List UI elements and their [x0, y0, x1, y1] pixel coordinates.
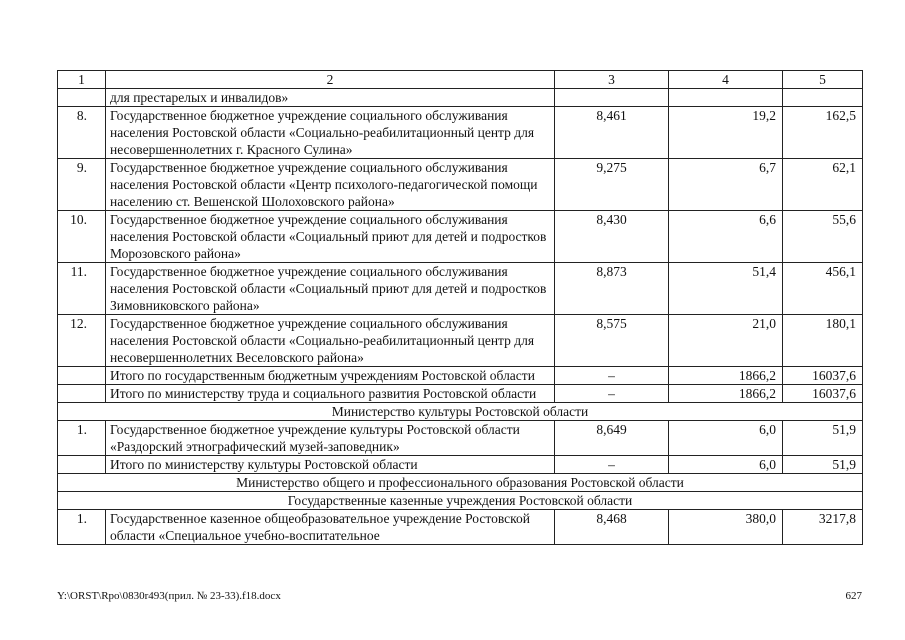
- value-col-4: [669, 89, 783, 107]
- value-col-5: 51,9: [783, 456, 863, 474]
- table-row: [58, 89, 863, 107]
- value-col-4: 6,0: [669, 456, 783, 474]
- header-cell-1: 1: [58, 71, 106, 89]
- value-col-4: 6,0: [669, 421, 783, 456]
- section-row: [58, 492, 863, 510]
- value-col-4: 19,2: [669, 107, 783, 159]
- value-col-3: 9,275: [555, 159, 669, 211]
- institution-name: Государственное бюджетное учреждение социального обслуживания населения Ростовской области «Социально-реабилитационный центр для несовершеннолетних г. Красного Сулина»: [106, 107, 555, 159]
- institution-name: Итого по министерству культуры Ростовской области: [106, 456, 555, 474]
- value-col-3: –: [555, 456, 669, 474]
- institution-name: Итого по министерству труда и социального развития Ростовской области: [106, 385, 555, 403]
- value-col-5: 456,1: [783, 263, 863, 315]
- value-col-5: 162,5: [783, 107, 863, 159]
- institution-name: Государственное бюджетное учреждение социального обслуживания населения Ростовской области «Социальный приют для детей и подростков Морозовского района»: [106, 211, 555, 263]
- value-col-5: 62,1: [783, 159, 863, 211]
- table-row: [58, 159, 863, 211]
- value-col-3: 8,649: [555, 421, 669, 456]
- row-number: 8.: [58, 107, 106, 159]
- value-col-3: 8,461: [555, 107, 669, 159]
- section-title: Министерство культуры Ростовской области: [58, 403, 863, 421]
- row-number: 10.: [58, 211, 106, 263]
- table-row: [58, 107, 863, 159]
- table-row: [58, 385, 863, 403]
- institution-name: Государственное бюджетное учреждение социального обслуживания населения Ростовской области «Социально-реабилитационный центр для несовершеннолетних Веселовского района»: [106, 315, 555, 367]
- section-row: [58, 403, 863, 421]
- value-col-4: 51,4: [669, 263, 783, 315]
- table-row: [58, 263, 863, 315]
- row-number: [58, 89, 106, 107]
- row-number: [58, 367, 106, 385]
- row-number: 12.: [58, 315, 106, 367]
- value-col-5: 55,6: [783, 211, 863, 263]
- value-col-3: 8,873: [555, 263, 669, 315]
- row-number: 1.: [58, 510, 106, 545]
- value-col-5: 3217,8: [783, 510, 863, 545]
- value-col-3: –: [555, 367, 669, 385]
- table-row: [58, 211, 863, 263]
- value-col-3: 8,575: [555, 315, 669, 367]
- row-number: 1.: [58, 421, 106, 456]
- section-title: Государственные казенные учреждения Ростовской области: [58, 492, 863, 510]
- footer-file-path: Y:\ORST\Rpo\0830r493(прил. № 23-33).f18.docx: [57, 590, 281, 602]
- value-col-4: 21,0: [669, 315, 783, 367]
- value-col-5: 16037,6: [783, 367, 863, 385]
- row-number: [58, 385, 106, 403]
- value-col-5: [783, 89, 863, 107]
- header-row: [58, 71, 863, 89]
- header-cell-3: 3: [555, 71, 669, 89]
- section-row: [58, 474, 863, 492]
- table-row: [58, 456, 863, 474]
- institution-name: Государственное бюджетное учреждение культуры Ростовской области «Раздорский этнографический музей-заповедник»: [106, 421, 555, 456]
- value-col-5: 51,9: [783, 421, 863, 456]
- value-col-3: 8,468: [555, 510, 669, 545]
- table-row: [58, 510, 863, 545]
- document-table: [57, 70, 863, 545]
- value-col-5: 180,1: [783, 315, 863, 367]
- header-cell-5: 5: [783, 71, 863, 89]
- header-cell-2: 2: [106, 71, 555, 89]
- institution-name: Государственное бюджетное учреждение социального обслуживания населения Ростовской области «Социальный приют для детей и подростков Зимовниковского района»: [106, 263, 555, 315]
- footer-page-number: 627: [845, 590, 862, 602]
- table-row: [58, 315, 863, 367]
- table-row: [58, 367, 863, 385]
- table-row: [58, 421, 863, 456]
- value-col-3: 8,430: [555, 211, 669, 263]
- section-title: Министерство общего и профессионального образования Ростовской области: [58, 474, 863, 492]
- value-col-4: 6,6: [669, 211, 783, 263]
- row-number: 9.: [58, 159, 106, 211]
- table-body: [58, 71, 863, 545]
- row-number: 11.: [58, 263, 106, 315]
- value-col-3: [555, 89, 669, 107]
- value-col-4: 1866,2: [669, 385, 783, 403]
- institution-name: Государственное казенное общеобразовательное учреждение Ростовской области «Специальное учебно-воспитательное: [106, 510, 555, 545]
- value-col-4: 1866,2: [669, 367, 783, 385]
- institution-name: для престарелых и инвалидов»: [106, 89, 555, 107]
- institution-name: Государственное бюджетное учреждение социального обслуживания населения Ростовской области «Центр психолого-педагогической помощи населению ст. Вешенской Шолоховского района»: [106, 159, 555, 211]
- value-col-3: –: [555, 385, 669, 403]
- row-number: [58, 456, 106, 474]
- value-col-5: 16037,6: [783, 385, 863, 403]
- value-col-4: 6,7: [669, 159, 783, 211]
- value-col-4: 380,0: [669, 510, 783, 545]
- institution-name: Итого по государственным бюджетным учреждениям Ростовской области: [106, 367, 555, 385]
- header-cell-4: 4: [669, 71, 783, 89]
